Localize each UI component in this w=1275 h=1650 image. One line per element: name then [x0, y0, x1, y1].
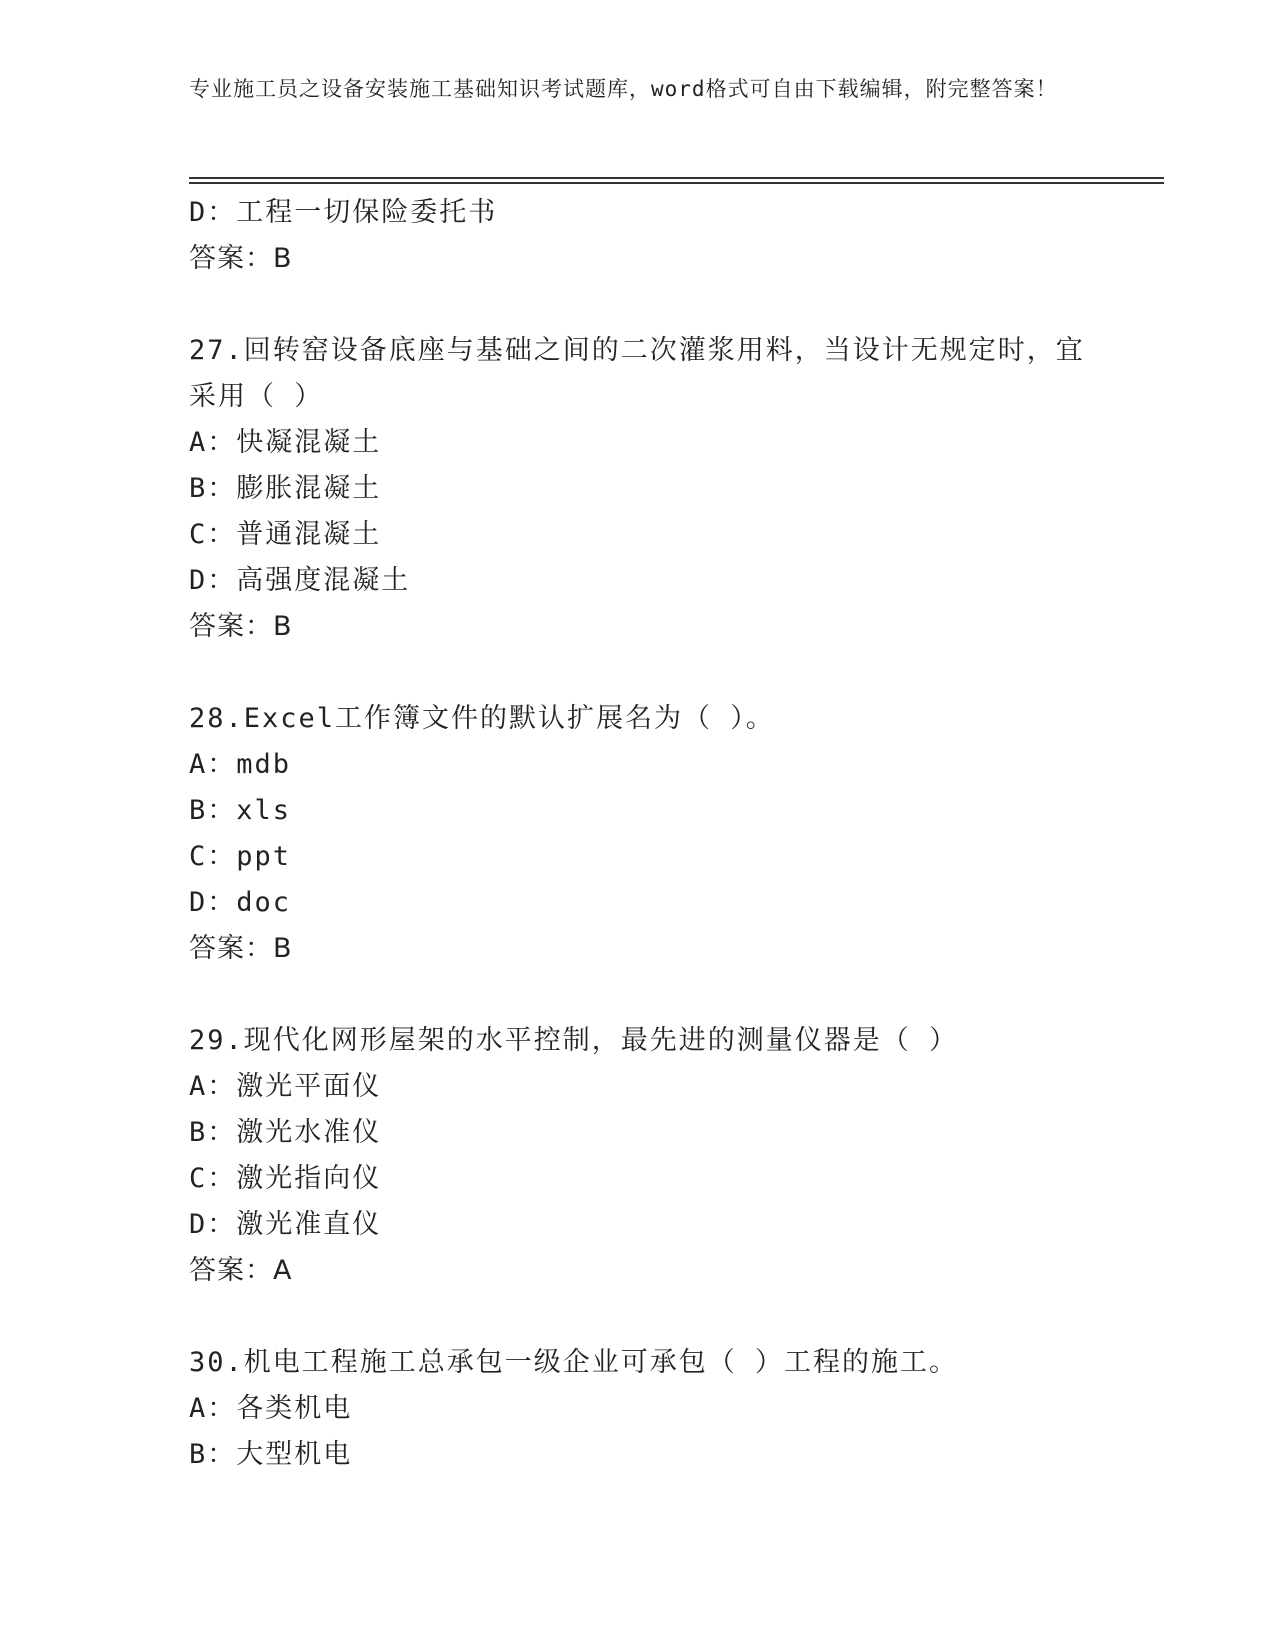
option-d: D：高强度混凝土 — [189, 565, 411, 596]
spacer — [189, 650, 1119, 696]
question-stem: 30.机电工程施工总承包一级企业可承包（ ）工程的施工。 — [189, 1347, 959, 1378]
spacer — [189, 1294, 1119, 1340]
document-header: 专业施工员之设备安装施工基础知识考试题库，word格式可自由下载编辑，附完整答案！ — [189, 77, 1058, 101]
option-a: A：快凝混凝土 — [189, 427, 382, 458]
answer-line: 答案：B — [189, 933, 293, 964]
question-30 — [189, 1340, 1119, 1478]
option-b: B：大型机电 — [189, 1439, 353, 1470]
document-body — [189, 190, 1119, 1478]
question-stem: 27.回转窑设备底座与基础之间的二次灌浆用料，当设计无规定时，宜采用（ ） — [189, 335, 1085, 412]
question-26-answer: 答案：B — [189, 243, 293, 274]
header-rule-bottom — [189, 182, 1164, 184]
option-a: A：各类机电 — [189, 1393, 353, 1424]
option-b: B：激光水准仪 — [189, 1117, 382, 1148]
option-a: A：激光平面仪 — [189, 1071, 382, 1102]
question-29 — [189, 1018, 1119, 1294]
option-b: B：xls — [189, 795, 292, 826]
option-a: A：mdb — [189, 749, 292, 780]
spacer — [189, 972, 1119, 1018]
option-c: C：ppt — [189, 841, 292, 872]
option-c: C：激光指向仪 — [189, 1163, 382, 1194]
spacer — [189, 282, 1119, 328]
question-28 — [189, 696, 1119, 972]
option-b: B：膨胀混凝土 — [189, 473, 382, 504]
option-d: D：激光准直仪 — [189, 1209, 382, 1240]
option-d: D：doc — [189, 887, 292, 918]
question-stem: 28.Excel工作簿文件的默认扩展名为（ ）。 — [189, 703, 775, 734]
answer-line: 答案：A — [189, 1255, 293, 1286]
header-rule-top — [189, 177, 1164, 179]
question-stem: 29.现代化网形屋架的水平控制，最先进的测量仪器是（ ） — [189, 1025, 959, 1056]
answer-line: 答案：B — [189, 611, 293, 642]
question-26-option-d: D：工程一切保险委托书 — [189, 197, 498, 228]
question-27 — [189, 328, 1119, 650]
option-c: C：普通混凝土 — [189, 519, 382, 550]
